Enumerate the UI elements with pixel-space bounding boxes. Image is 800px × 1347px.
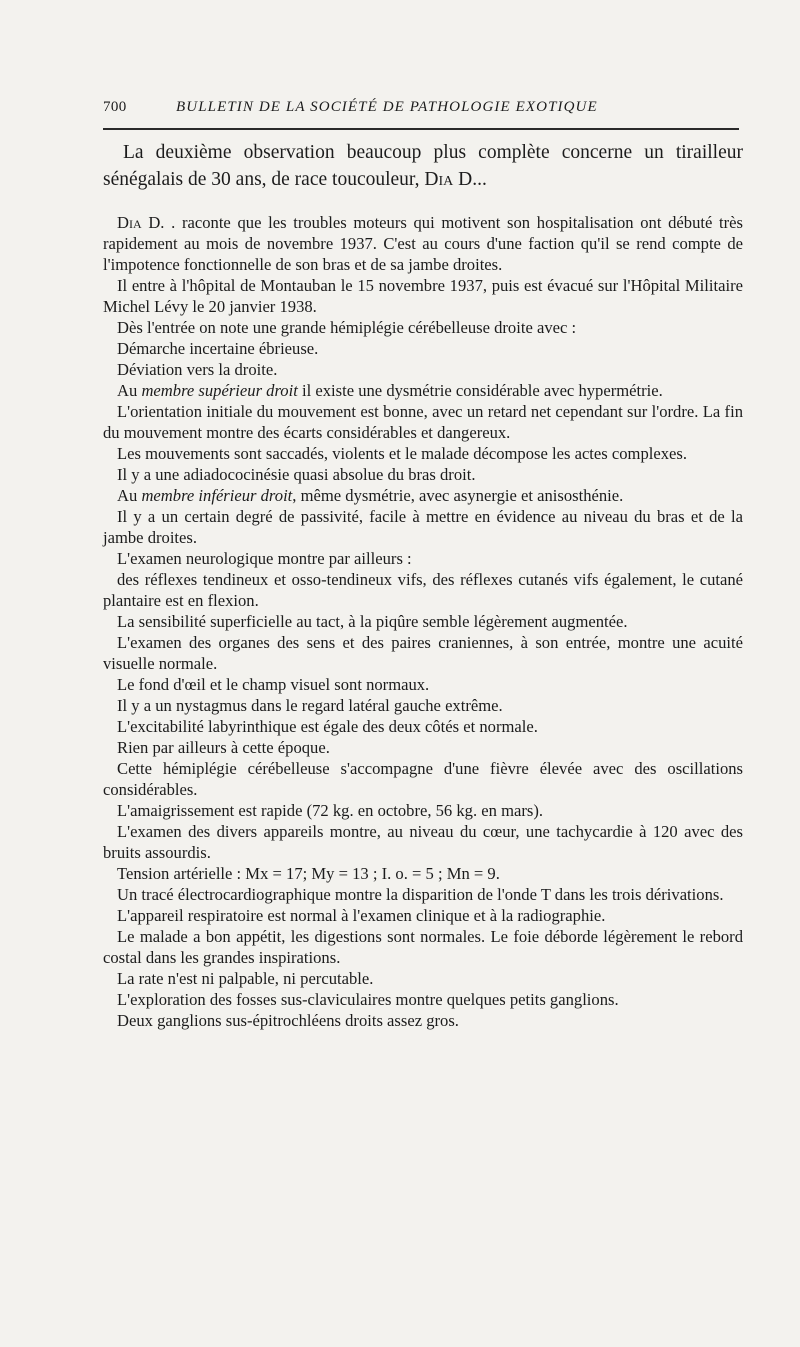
paragraph: Démarche incertaine ébrieuse. <box>117 339 319 358</box>
paragraph: La sensibilité superficielle au tact, à la piqûre semble légèrement augmentée. <box>117 612 628 631</box>
paragraph: Il y a un certain degré de passivité, facile à mettre en évidence au niveau du bras et de la jambe droites. <box>103 507 743 547</box>
page-number: 700 <box>103 99 127 115</box>
paragraph: Le fond d'œil et le champ visuel sont normaux. <box>117 675 430 694</box>
intro-text: La deuxième observation beaucoup plus complète concerne un tirailleur sénégalais de 30 ans, de race toucouleur, <box>103 142 743 190</box>
paragraph-text: Au <box>117 381 142 400</box>
paragraph: Dès l'entrée on note une grande hémiplégie cérébelleuse droite avec : <box>117 318 577 337</box>
paragraph: Tension artérielle : Mx = 17; My = 13 ; I. o. = 5 ; Mn = 9. <box>117 864 500 883</box>
paragraph-text: , même dysmétrie, avec asynergie et anisosthénie. <box>292 486 624 505</box>
paragraph: Le malade a bon appétit, les digestions sont normales. Le foie déborde légèrement le rebord costal dans les grandes inspirations. <box>103 927 743 967</box>
patient-name: Dia D... <box>424 169 487 190</box>
paragraph: Il y a une adiadococinésie quasi absolue du bras droit. <box>117 465 476 484</box>
paragraph: Un tracé électrocardiographique montre la disparition de l'onde T dans les trois dérivations. <box>117 885 724 904</box>
paragraph: Il y a un nystagmus dans le regard latéral gauche extrême. <box>117 696 503 715</box>
paragraph: Cette hémiplégie cérébelleuse s'accompagne d'une fièvre élevée avec des oscillations considérables. <box>103 759 743 799</box>
header-rule <box>103 128 739 130</box>
intro-paragraph <box>103 139 743 193</box>
paragraph: L'amaigrissement est rapide (72 kg. en octobre, 56 kg. en mars). <box>117 801 544 820</box>
paragraph: Il entre à l'hôpital de Montauban le 15 novembre 1937, puis est évacué sur l'Hôpital Militaire Michel Lévy le 20 janvier 1938. <box>103 276 743 316</box>
paragraph: Les mouvements sont saccadés, violents et le malade décompose les actes complexes. <box>117 444 687 463</box>
journal-title: BULLETIN DE LA SOCIÉTÉ DE PATHOLOGIE EXOTIQUE <box>176 99 598 115</box>
paragraph: Déviation vers la droite. <box>117 360 278 379</box>
paragraph-text: Au <box>117 486 142 505</box>
paragraph: L'appareil respiratoire est normal à l'examen clinique et à la radiographie. <box>117 906 606 925</box>
paragraph: des réflexes tendineux et osso-tendineux vifs, des réflexes cutanés vifs également, le cutané plantaire est en flexion. <box>103 570 743 610</box>
paragraph: Deux ganglions sus-épitrochléens droits assez gros. <box>117 1011 459 1030</box>
paragraph: L'examen des organes des sens et des paires craniennes, à son entrée, montre une acuité visuelle normale. <box>103 633 743 673</box>
paragraph: L'exploration des fosses sus-claviculaires montre quelques petits ganglions. <box>117 990 619 1009</box>
paragraph: La rate n'est ni palpable, ni percutable. <box>117 969 374 988</box>
running-head <box>103 96 743 120</box>
paragraph: L'examen neurologique montre par ailleurs : <box>117 549 412 568</box>
paragraph: Rien par ailleurs à cette époque. <box>117 738 330 757</box>
paragraph <box>103 212 743 275</box>
paragraph-text: . raconte que les troubles moteurs qui motivent son hospitalisation ont débuté très rapidement au mois de novembre 1937. C'est au cours d'une faction qu'il se rend compte de l'impotence fonctionnelle de son bras et de sa jambe droites. <box>103 213 743 274</box>
paragraph <box>103 485 743 506</box>
emphasis-text: membre inférieur droit <box>141 486 293 505</box>
paragraph-text: il existe une dysmétrie considérable avec hypermétrie. <box>297 381 663 400</box>
patient-name: Dia D. <box>117 213 165 232</box>
paragraph: L'excitabilité labyrinthique est égale des deux côtés et normale. <box>117 717 538 736</box>
paragraph <box>103 380 743 401</box>
paragraph: L'examen des divers appareils montre, au niveau du cœur, une tachycardie à 120 avec des bruits assourdis. <box>103 822 743 862</box>
emphasis-text: membre supérieur droit <box>141 381 298 400</box>
paragraph: L'orientation initiale du mouvement est bonne, avec un retard net cependant sur l'ordre. La fin du mouvement montre des écarts considérables et dangereux. <box>103 402 743 442</box>
observation-body <box>103 212 743 1031</box>
